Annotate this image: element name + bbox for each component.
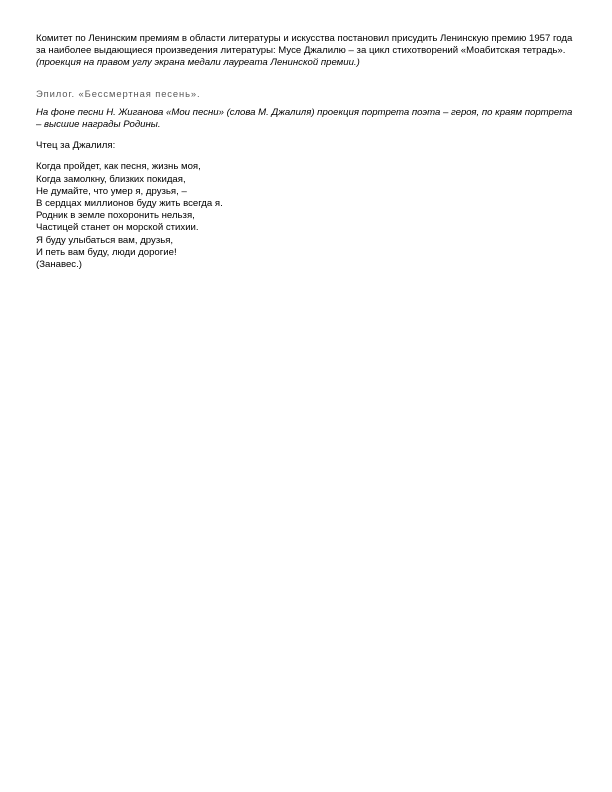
verse-line: И петь вам буду, люди дорогие! [36,246,177,258]
speaker-label: Чтец за Джалиля: [36,140,116,152]
verse-line: Частицей станет он морской стихии. [36,222,199,234]
epilogue-heading: Эпилог. «Бессмертная песень». [36,87,201,99]
verse-line: Не думайте, что умер я, друзья, – [36,185,187,197]
verse-line: Я буду улыбаться вам, друзья, [36,234,174,246]
verse-line: В сердцах миллионов буду жить всегда я. [36,198,223,210]
intro-projection-note: (проекция на правом углу экрана медали лауреата Ленинской премии.) [36,57,360,69]
verse-line: Когда пройдет, как песня, жизнь моя, [36,161,201,173]
stage-direction: На фоне песни Н. Жиганова «Мои песни» (слова М. Джалиля) проекция портрета поэта – героя, по краям портрета – высшие награды Родины. [36,106,573,131]
verse-line: Родник в земле похоронить нельзя, [36,210,195,222]
verse-line: Когда замолкну, близких покидая, [36,173,186,185]
document-page [36,33,576,271]
intro-text: Комитет по Ленинским премиям в области литературы и искусства постановил присудить Ленинскую премию 1957 года за наиболее выдающиеся произведения литературы: Мусе Джалилю – за цикл стихотворений «Моабитская тетрадь». [36,33,573,57]
verse-block [36,161,576,271]
intro-paragraph [36,33,576,70]
curtain-note: (Занавес.) [36,259,82,271]
